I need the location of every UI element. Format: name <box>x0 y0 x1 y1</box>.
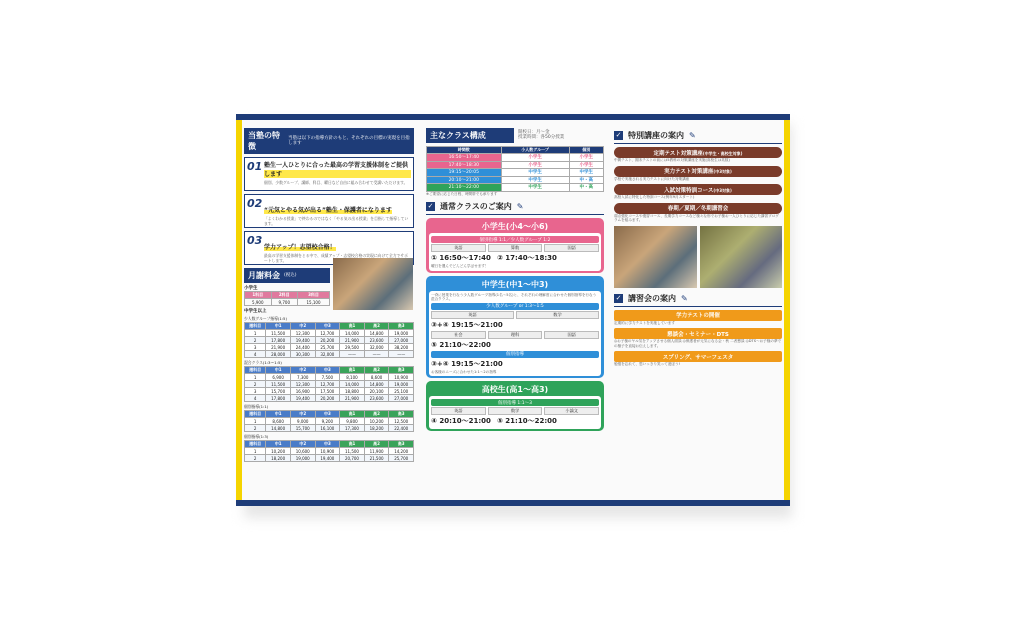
table-cell: 18,200 <box>266 455 291 462</box>
elementary-box <box>426 218 604 273</box>
table-row <box>245 374 414 381</box>
table-cell: 9,700 <box>271 299 298 306</box>
table-cell: 12,500 <box>389 418 414 425</box>
feature-card-1 <box>244 157 414 191</box>
pencil-icon: ✎ <box>681 293 688 303</box>
checkbox-icon: ✓ <box>615 293 622 302</box>
table-cell: 29,500 <box>340 344 365 351</box>
table-header: 週科目 <box>245 441 266 448</box>
table-cell: 1 <box>245 448 266 455</box>
junior-high-box <box>426 276 604 379</box>
table-row <box>245 330 414 337</box>
table-cell: 11,500 <box>340 448 365 455</box>
table-cell: 中学生 <box>501 169 569 177</box>
table-header: 高2 <box>364 411 389 418</box>
class-schedule-table <box>426 146 604 192</box>
special-item-tag: (中3対象) <box>713 169 732 174</box>
table-header: 中2 <box>290 323 315 330</box>
special-header <box>614 128 782 144</box>
table-header: 2科目 <box>271 292 298 299</box>
junior-high-pill: 少人数グループ or 1:3〜1:5 <box>431 303 599 310</box>
table-row <box>245 448 414 455</box>
special-item-3 <box>614 184 782 200</box>
subject-tag: 英語 <box>431 407 486 415</box>
table-cell: —— <box>340 351 365 358</box>
table-cell: 32,000 <box>315 351 340 358</box>
table-header: 3科目 <box>298 292 330 299</box>
table-cell: 小学生 <box>569 161 603 169</box>
table-cell: 25,700 <box>389 455 414 462</box>
table-cell: 2 <box>245 455 266 462</box>
high-school-box <box>426 381 604 431</box>
table-cell: 19:15〜20:05 <box>427 169 502 177</box>
table-header: 高3 <box>389 441 414 448</box>
feature-body: 最高の学習支援体制をとる中で、成績アップ・志望校合格の実現に向けて全力でサポートします。 <box>264 253 408 263</box>
special-item-title: 実力テスト対策講座 <box>664 169 714 175</box>
subject-tag: 英語 <box>431 244 486 252</box>
table-cell: 21,900 <box>266 344 291 351</box>
table-cell: 19,400 <box>290 395 315 402</box>
elementary-note: 曜日を選んでどんどん学ばせます！ <box>431 264 489 268</box>
table-cell: 11,900 <box>364 448 389 455</box>
table-header: 小人数グループ <box>501 147 569 154</box>
table-cell: 17:40〜18:30 <box>427 161 502 169</box>
subject-tag: 数学 <box>488 407 543 415</box>
table-cell: 17,500 <box>315 388 340 395</box>
table-cell: 21,900 <box>340 395 365 402</box>
lectures-header <box>614 291 782 307</box>
subject-tag: 理科 <box>488 331 543 339</box>
fee-table-label: 混合クラス(1:3〜1:5) <box>244 360 282 365</box>
junior-high-time-2: ⑤ 21:10〜22:00 <box>431 340 491 349</box>
special-item-body: 弱点強化コースや復習コース、長期学力コースなど様々な形でお子様お一人ひとりに応じた講習プログラムを組みます。 <box>614 213 779 222</box>
table-cell: 19,000 <box>389 330 414 337</box>
table-cell: 21,900 <box>340 337 365 344</box>
table-cell: 1 <box>245 374 266 381</box>
table-header: 高1 <box>340 367 365 374</box>
table-cell: 2 <box>245 381 266 388</box>
table-header: 中1 <box>266 323 291 330</box>
special-item-body: 学校で実施される実力テストに向けた対策講座 <box>614 176 690 181</box>
table-row <box>427 184 604 192</box>
table-cell: 23,600 <box>364 337 389 344</box>
classes-column <box>426 128 604 494</box>
table-row <box>245 381 414 388</box>
lecture-item-title: 学力テストの開催 <box>614 310 782 321</box>
table-cell: 19,000 <box>389 381 414 388</box>
table-cell: 10,200 <box>266 448 291 455</box>
special-item-4 <box>614 203 782 223</box>
table-cell: 4 <box>245 395 266 402</box>
classroom-photo <box>333 258 413 310</box>
table-header: 中3 <box>315 441 340 448</box>
table-row <box>245 388 414 395</box>
table-cell: 20,700 <box>340 455 365 462</box>
table-row <box>427 176 604 184</box>
junior-high-intro: 一斉に授業を行なう少人数グループ指導(1名〜5名)と、それぞれの理解度に合わせた個別指導を行なう混合クラス。 <box>431 292 597 301</box>
elementary-time-2: ② 17:40〜18:30 <box>496 254 557 262</box>
table-cell: 小学生 <box>501 161 569 169</box>
table-cell: 19,400 <box>290 337 315 344</box>
table-header: 高2 <box>364 441 389 448</box>
feature-title: 学力アップ！志望校合格！ <box>264 244 336 251</box>
features-title: 当塾の特徴 <box>248 131 280 151</box>
special-item-body: 高校入試に特化した特訓コース(例年9月スタート) <box>614 195 695 199</box>
table-row <box>245 337 414 344</box>
table-cell: 9,200 <box>315 418 340 425</box>
fees-title: 月謝料金 <box>248 271 280 280</box>
table-header: 1科目 <box>245 292 272 299</box>
table-header: 中1 <box>266 367 291 374</box>
table-cell: 20,200 <box>315 395 340 402</box>
subject-tag: 算数 <box>488 244 543 252</box>
table-cell: 小学生 <box>569 154 603 162</box>
table-cell: 10,200 <box>364 418 389 425</box>
regular-title: 通常クラスのご案内 <box>440 202 512 211</box>
table-cell: 23,600 <box>364 395 389 402</box>
table-cell: 12,300 <box>290 330 315 337</box>
table-header: 高3 <box>389 323 414 330</box>
table-cell: 16:50〜17:40 <box>427 154 502 162</box>
lecture-item-body: 定期的に学力テストを実施しています <box>614 320 675 325</box>
table-header: 中3 <box>315 367 340 374</box>
table-cell: 10,600 <box>290 448 315 455</box>
table-cell: 15,100 <box>298 299 330 306</box>
table-cell: 38,200 <box>389 344 414 351</box>
table-cell: 3 <box>245 388 266 395</box>
elementary-title: 小学生(小4〜小6) <box>481 222 549 231</box>
left-edge-stripe <box>236 120 242 500</box>
fee-tables <box>244 316 414 462</box>
junior-high-fee-label: 中学生以上 <box>244 309 267 314</box>
special-title: 特別講座の案内 <box>628 131 684 140</box>
subject-tag: 英語 <box>431 311 514 319</box>
table-cell: 14,800 <box>266 425 291 432</box>
table-row <box>245 425 414 432</box>
table-cell: 15,700 <box>290 425 315 432</box>
fees-tax: (税込) <box>284 273 297 278</box>
table-cell: 17,800 <box>266 337 291 344</box>
table-cell: 16,100 <box>315 425 340 432</box>
lecture-item-title: 懇談会・セミナー・DTS <box>614 328 782 339</box>
feature-title: “元気とやる気が出る”塾生・保護者になります <box>264 207 392 214</box>
table-cell: 25,700 <box>315 344 340 351</box>
high-school-time-2: ⑤ 21:10〜22:00 <box>496 417 557 425</box>
lesson-length: 授業時間：各50分授業 <box>518 134 565 140</box>
elementary-time-1: ① 16:50〜17:40 <box>431 254 491 262</box>
table-header: 高1 <box>340 441 365 448</box>
elementary-fee-label: 小学生 <box>244 286 258 291</box>
fee-table <box>244 322 414 358</box>
table-row <box>245 395 414 402</box>
junior-high-pill-2: 個別指導 <box>431 351 599 358</box>
high-school-title: 高校生(高1〜高3) <box>481 385 549 394</box>
table-header: 週科目 <box>245 411 266 418</box>
table-cell: —— <box>389 351 414 358</box>
table-cell: 10,900 <box>389 374 414 381</box>
table-header: 中2 <box>290 367 315 374</box>
table-cell: 12,700 <box>315 381 340 388</box>
table-header: 中3 <box>315 323 340 330</box>
feature-title: 塾生一人ひとりに合った最高の学習支援体制をご提供します <box>264 160 411 178</box>
table-row <box>245 418 414 425</box>
special-item-title: 定期テスト対策講座 <box>653 150 703 157</box>
table-header: 高1 <box>340 411 365 418</box>
table-cell: 21,500 <box>364 455 389 462</box>
feature-card-2 <box>244 194 414 228</box>
table-cell: 8,100 <box>340 374 365 381</box>
junior-high-note: お客様のニーズに合わせた1:1〜2の指導 <box>431 369 497 374</box>
table-header: 中1 <box>266 441 291 448</box>
table-cell: 28,000 <box>266 351 291 358</box>
elementary-pill: 個別指導 1:1／少人数グループ 1:2 <box>431 236 599 243</box>
checkbox-icon: ✓ <box>615 131 622 139</box>
table-cell: 9,800 <box>340 418 365 425</box>
table-cell: 15,700 <box>266 388 291 395</box>
table-cell: 18,800 <box>340 388 365 395</box>
table-cell: 8,600 <box>266 418 291 425</box>
features-column <box>244 128 414 494</box>
students-photo-2 <box>700 226 783 288</box>
feature-number: 02 <box>247 197 263 210</box>
high-school-pill: 個別指導 1:1〜3 <box>431 399 599 406</box>
table-header: 時間数 <box>427 147 502 154</box>
table-cell: 中・高 <box>569 184 603 192</box>
table-cell: 2 <box>245 337 266 344</box>
table-header: 高2 <box>364 323 389 330</box>
junior-high-title: 中学生(中1〜中3) <box>481 279 549 289</box>
special-item-1 <box>614 147 782 163</box>
table-cell: 中学生 <box>569 169 603 177</box>
table-cell: 14,000 <box>340 381 365 388</box>
table-cell: 5,900 <box>245 299 272 306</box>
special-item-tag: (中学生・高校生対象) <box>702 150 743 156</box>
pencil-icon: ✎ <box>689 131 696 140</box>
table-cell: 30,300 <box>290 351 315 358</box>
special-item-tag: (中3対象) <box>713 187 732 193</box>
table-cell: 11,500 <box>266 381 291 388</box>
elementary-fee-table <box>244 291 330 306</box>
table-cell: 19,400 <box>315 455 340 462</box>
fee-table-label: 個別指導(1:1) <box>244 404 269 409</box>
special-item-2 <box>614 166 782 182</box>
junior-high-time-3: ③+④ 19:15〜21:00 <box>431 359 503 368</box>
features-header <box>244 128 414 154</box>
table-cell: 8,600 <box>364 374 389 381</box>
table-header: 中1 <box>266 411 291 418</box>
table-cell: 3 <box>245 344 266 351</box>
table-row <box>245 344 414 351</box>
table-cell: 14,800 <box>364 381 389 388</box>
table-cell: 7,500 <box>315 374 340 381</box>
feature-body: 個別、少数グループ、講師、科目、曜日など自由に組み合わせて受講いただけます。 <box>264 180 408 185</box>
table-cell: 中学生 <box>501 176 569 184</box>
schedule-footnote: ※ご要望に応じた日程、時間帯でも承ります <box>426 191 498 196</box>
table-cell: 1 <box>245 330 266 337</box>
table-cell: 25,100 <box>389 388 414 395</box>
table-cell: 小学生 <box>501 154 569 162</box>
table-cell: 12,700 <box>315 330 340 337</box>
table-cell: 21:10〜22:00 <box>427 184 502 192</box>
table-header: 高3 <box>389 367 414 374</box>
table-cell: 27,000 <box>389 395 414 402</box>
table-header: 中2 <box>290 441 315 448</box>
fee-table <box>244 366 414 402</box>
table-cell: 22,400 <box>389 425 414 432</box>
table-cell: 14,800 <box>364 330 389 337</box>
lectures-title: 講習会の案内 <box>628 293 676 303</box>
junior-high-time-1: ③+④ 19:15〜21:00 <box>431 320 503 329</box>
table-cell: 9,000 <box>290 418 315 425</box>
feature-number: 03 <box>247 234 263 247</box>
table-cell: 32,000 <box>364 344 389 351</box>
fee-table <box>244 410 414 432</box>
subject-tag: 小論文 <box>544 407 599 415</box>
special-item-title: 春期／夏期／冬期講習会 <box>667 206 729 212</box>
table-cell: —— <box>364 351 389 358</box>
fee-table-label: 少人数グループ指導(1:5) <box>244 316 287 321</box>
classes-title: 主なクラス構成 <box>430 131 486 140</box>
table-cell: 24,400 <box>290 344 315 351</box>
subject-tag: 国語 <box>544 244 599 252</box>
table-cell: 27,000 <box>389 337 414 344</box>
table-cell: 14,000 <box>340 330 365 337</box>
table-cell: 20:10〜21:00 <box>427 176 502 184</box>
table-header: 高1 <box>340 323 365 330</box>
high-school-time-1: ④ 20:10〜21:00 <box>431 417 491 425</box>
table-header: 中2 <box>290 411 315 418</box>
table-cell: 11,500 <box>266 330 291 337</box>
subject-tag: 国語 <box>544 331 599 339</box>
table-cell: 7,300 <box>290 374 315 381</box>
table-cell: 中学生 <box>501 184 569 192</box>
subject-tag: 数学 <box>516 311 599 319</box>
students-photo-1 <box>614 226 697 288</box>
table-cell: 中・高 <box>569 176 603 184</box>
table-cell: 19,000 <box>290 455 315 462</box>
lecture-item-body: 勉強を忘れて、思いっきり笑って遊ぼう! <box>614 362 681 366</box>
table-cell: 16,900 <box>290 388 315 395</box>
feature-body: 「よくわかる授業」で終わるのではなく「やる気の出る授業」を目指して指導しています。 <box>264 216 409 226</box>
table-header: 中3 <box>315 411 340 418</box>
features-subtitle: 当塾は以下の指導方針のもと、それぞれの目標の実現を目指します <box>288 136 410 146</box>
table-row <box>427 169 604 177</box>
table-cell: 10,900 <box>315 448 340 455</box>
open-days: 開校日：月〜金 <box>518 130 550 135</box>
fee-table <box>244 440 414 462</box>
table-row <box>245 455 414 462</box>
regular-header <box>426 199 604 215</box>
table-cell: 17,300 <box>340 425 365 432</box>
classes-header <box>426 128 514 143</box>
table-header: 週科目 <box>245 323 266 330</box>
fees-header <box>244 268 330 283</box>
special-column <box>614 128 782 494</box>
table-row <box>427 154 604 162</box>
table-header: 週科目 <box>245 367 266 374</box>
pencil-icon: ✎ <box>516 202 524 211</box>
right-edge-stripe <box>784 120 790 500</box>
table-cell: 17,800 <box>266 395 291 402</box>
table-cell: 14,200 <box>389 448 414 455</box>
subject-tag: 社会 <box>431 331 486 339</box>
table-cell: 18,200 <box>364 425 389 432</box>
brochure-sheet <box>236 114 790 506</box>
table-cell: 4 <box>245 351 266 358</box>
table-header: 高2 <box>364 367 389 374</box>
table-cell: 2 <box>245 425 266 432</box>
special-item-title: 入試対策特訓コース <box>664 187 714 194</box>
table-row <box>245 351 414 358</box>
table-cell: 6,900 <box>266 374 291 381</box>
lecture-item-title: スプリング、サマーフェスタ <box>614 351 782 362</box>
table-cell: 20,200 <box>315 337 340 344</box>
feature-number: 01 <box>247 160 263 173</box>
checkbox-icon: ✓ <box>427 202 434 210</box>
lecture-item-body: ◎お子様のヤル気をアップさせる個人面談 ◎保護者が元気になる会・秋 二者懇談 ◎DTS〜お子様の夢での様子を直接お伝えします。 <box>614 339 782 348</box>
fee-table-label: 個別指導(1:3) <box>244 434 269 439</box>
table-cell: 1 <box>245 418 266 425</box>
table-cell: 20,100 <box>364 388 389 395</box>
table-header: 高3 <box>389 411 414 418</box>
table-cell: 12,300 <box>290 381 315 388</box>
special-item-body: 中間テスト、期末テストの前には5教科の対策講座を実施(高校生は英数) <box>614 158 730 162</box>
table-header: 個別 <box>569 147 603 154</box>
table-row <box>427 161 604 169</box>
